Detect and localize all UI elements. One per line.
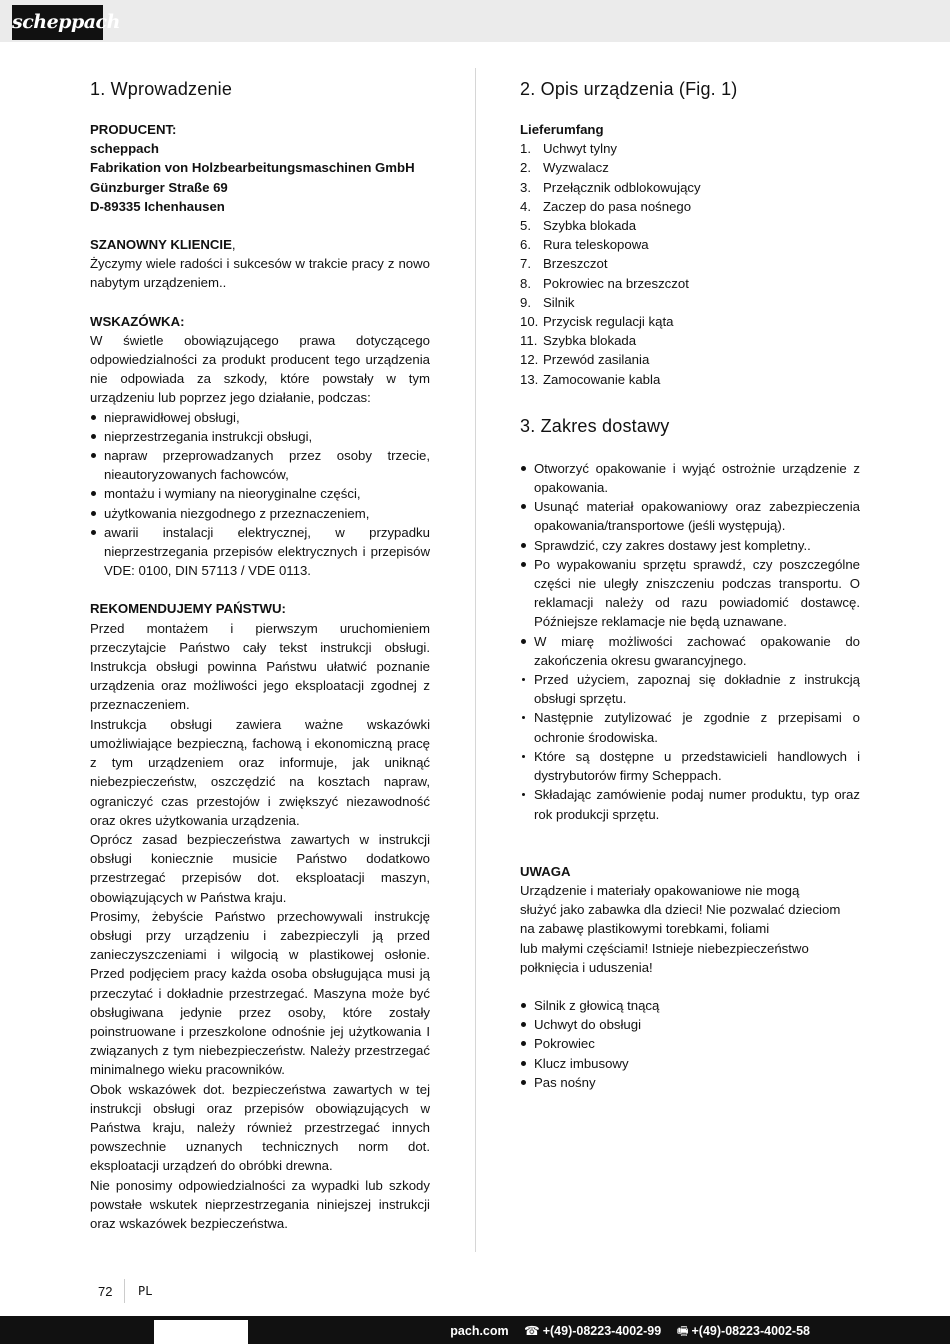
warning-heading: UWAGA	[520, 863, 571, 879]
recommend-heading: REKOMENDUJEMY PAŃSTWU:	[90, 601, 286, 617]
list-item: nieprzestrzegania instrukcji obsługi,	[90, 427, 430, 446]
list-item: 12. Przewód zasilania	[520, 352, 650, 368]
recommend-paragraph: Instrukcja obsługi zawiera ważne wskazówki umożliwiające bezpieczną, fachową i ekonomiczną pracę z tym urządzeniem oraz informuje, jak uniknąć niebezpieczeństw, oszczędzić na kosztach napraw, ograniczyć czas przestojów i zwiększyć niezawodność oraz okres użytkowania urządzenia.	[90, 716, 430, 828]
fax-icon: 🖷	[676, 1324, 689, 1338]
footer-white-block	[154, 1320, 248, 1344]
list-item: 8. Pokrowiec na brzeszczot	[520, 275, 689, 291]
recommend-paragraph: Prosimy, żebyście Państwo przechowywali instrukcję obsługi przy urządzeniu i zabezpieczyli ją przed zanieczyszczeniami i wilgocią w plastikowej osłonie. Przed podjęciem pracy każda osoba obsługująca musi ją przeczytać i dokładnie przestrzegać. Maszyna może być obsługiwana jedynie przez osoby, które zostały poinstruowane i przeszkolone odnośnie jej użytkowania I związanych z tym niebezpieczeństw. Należy przestrzegać minimalnego wieku pracowników.	[90, 908, 430, 1078]
list-item: Następnie zutylizować je zgodnie z przepisami o ochronie środowiska.	[520, 708, 860, 746]
website-link[interactable]: pach.com	[450, 1324, 509, 1338]
list-item: 2. Wyzwalacz	[520, 160, 609, 176]
greeting-heading: SZANOWNY KLIENCIE	[90, 237, 232, 253]
footer-divider	[124, 1279, 125, 1303]
list-item: Otworzyć opakowanie i wyjąć ostrożnie urządzenie z opakowania.	[520, 459, 860, 497]
list-item: Klucz imbusowy	[520, 1054, 860, 1073]
list-item: W miarę możliwości zachować opakowanie do zakończenia okresu gwarancyjnego.	[520, 632, 860, 670]
list-item: użytkowania niezgodnego z przeznaczeniem,	[90, 504, 430, 523]
list-item: 9. Silnik	[520, 294, 575, 310]
recommend-paragraph: Przed montażem i pierwszym uruchomieniem przeczytajcie Państwo cały tekst instrukcji obsługi. Instrukcja obsługi powinna Państwu ułatwić poznanie urządzenia oraz możliwości jego eksploatacji zgodnej z przeznaczeniem.	[90, 620, 430, 713]
recommend-paragraph: Nie ponosimy odpowiedzialności za wypadki lub szkody powstałe wskutek nieprzestrzegania niniejszej instrukcji oraz wskazówek bezpieczeństwa.	[90, 1177, 430, 1231]
list-item: 6. Rura teleskopowa	[520, 237, 649, 253]
fax-number: +(49)-08223-4002-58	[691, 1324, 810, 1338]
phone-icon: ☎	[524, 1324, 540, 1338]
warning-line: lub małymi częściami! Istnieje niebezpieczeństwo	[520, 940, 809, 956]
list-item: 1. Uchwyt tylny	[520, 141, 618, 157]
greeting	[90, 235, 430, 254]
producer-line: scheppach	[90, 141, 159, 157]
greeting-comma: ,	[231, 237, 236, 253]
list-item: 7. Brzeszczot	[520, 256, 608, 272]
page-number: 72	[98, 1284, 113, 1299]
list-item: montażu i wymiany na nieoryginalne części,	[90, 484, 430, 503]
list-item: Usunąć materiał opakowaniowy oraz zabezpieczenia opakowania/transportowe (jeśli występują).	[520, 497, 860, 535]
list-item: 13. Zamocowanie kabla	[520, 371, 661, 387]
warning-line: połknięcia i uduszenia!	[520, 959, 653, 975]
scope-label: Lieferumfang	[520, 122, 604, 137]
list-item: Uchwyt do obsługi	[520, 1015, 860, 1034]
list-item: Składając zamówienie podaj numer produktu, typ oraz rok produkcji sprzętu.	[520, 785, 860, 823]
note-text: W świetle obowiązującego prawa dotyczącego odpowiedzialności za produkt producent tego urządzenia nie odpowiada za szkody, które powstały w tym urządzeniu lub poprzez jego działanie, podczas:	[90, 332, 430, 406]
list-item: awarii instalacji elektrycznej, w przypadku nieprzestrzegania przepisów elektrycznych i przepisów VDE: 0100, DIN 57113 / VDE 0113.	[90, 523, 430, 581]
recommend-paragraph: Oprócz zasad bezpieczeństwa zawartych w instrukcji obsługi koniecznie musicie Państwo dodatkowo przestrzegać przepisów dot. eksploatacji maszyn, obowiązujących w Państwa kraju.	[90, 831, 430, 905]
list-item: Silnik z głowicą tnącą	[520, 996, 860, 1015]
scheppach-logo: scheppach	[12, 5, 103, 40]
list-item: Pas nośny	[520, 1073, 860, 1092]
list-item: Przed użyciem, zapoznaj się dokładnie z instrukcją obsługi sprzętu.	[520, 670, 860, 708]
list-item: nieprawidłowej obsługi,	[90, 408, 430, 427]
section-title-device-description: 2. Opis urządzenia (Fig. 1)	[520, 79, 738, 99]
list-item: Po wypakowaniu sprzętu sprawdź, czy poszczególne części nie uległy zniszczeniu podczas transportu. O reklamacji należy od razu powiadomić dostawcę. Późniejsze reklamacje nie będą uznawane.	[520, 555, 860, 632]
producer-line: Fabrikation von Holzbearbeitungsmaschinen GmbH	[90, 160, 415, 176]
list-item: Pokrowiec	[520, 1034, 860, 1053]
header-bar	[0, 0, 950, 42]
list-item: Które są dostępne u przedstawicieli handlowych i dystrybutorów firmy Scheppach.	[520, 747, 860, 785]
greeting-text: Życzymy wiele radości i sukcesów w trakcie pracy z nowo nabytym urządzeniem..	[90, 256, 430, 291]
warning-line: służyć jako zabawka dla dzieci! Nie pozwalać dzieciom	[520, 902, 841, 918]
phone-number: +(49)-08223-4002-99	[542, 1324, 662, 1338]
list-item: 4. Zaczep do pasa nośnego	[520, 198, 692, 214]
right-column	[520, 78, 860, 1092]
contact-info	[444, 1322, 810, 1343]
left-column	[90, 78, 430, 1233]
list-item: 5. Szybka blokada	[520, 218, 637, 234]
list-item: napraw przeprowadzanych przez osoby trzecie, nieautoryzowanych fachowców,	[90, 446, 430, 484]
column-divider	[475, 68, 476, 1252]
producer-label: PRODUCENT:	[90, 122, 177, 137]
warning-text	[520, 881, 860, 977]
note-heading: WSKAZÓWKA:	[90, 313, 185, 329]
recommend-paragraph: Obok wskazówek dot. bezpieczeństwa zawartych w tej instrukcji obsługi oraz przepisów obowiązujących w Państwa kraju, należy również przestrzegać innych powszechnie uznanych technicznych norm dot. eksploatacji urządzeń do obróbki drewna.	[90, 1081, 430, 1174]
warning-line: na zabawę plastikowymi torebkami, foliami	[520, 921, 770, 937]
producer-address	[90, 139, 430, 216]
warning-line: Urządzenie i materiały opakowaniowe nie mogą	[520, 882, 800, 898]
producer-line: Günzburger Straße 69	[90, 179, 228, 195]
footer-bar	[0, 1316, 950, 1344]
section-title-introduction: 1. Wprowadzenie	[90, 79, 233, 99]
note-bullet-list	[90, 408, 430, 581]
contents-list	[520, 996, 860, 1092]
parts-list	[520, 139, 860, 389]
list-item: 10. Przycisk regulacji kąta	[520, 314, 674, 330]
producer-line: D-89335 Ichenhausen	[90, 198, 225, 214]
list-item: 3. Przełącznik odblokowujący	[520, 179, 701, 195]
section-title-delivery-scope: 3. Zakres dostawy	[520, 415, 670, 436]
delivery-bullet-list	[520, 459, 860, 824]
language-code: PL	[138, 1284, 153, 1298]
list-item: 11. Szybka blokada	[520, 333, 637, 349]
list-item: Sprawdzić, czy zakres dostawy jest kompletny..	[520, 536, 860, 555]
